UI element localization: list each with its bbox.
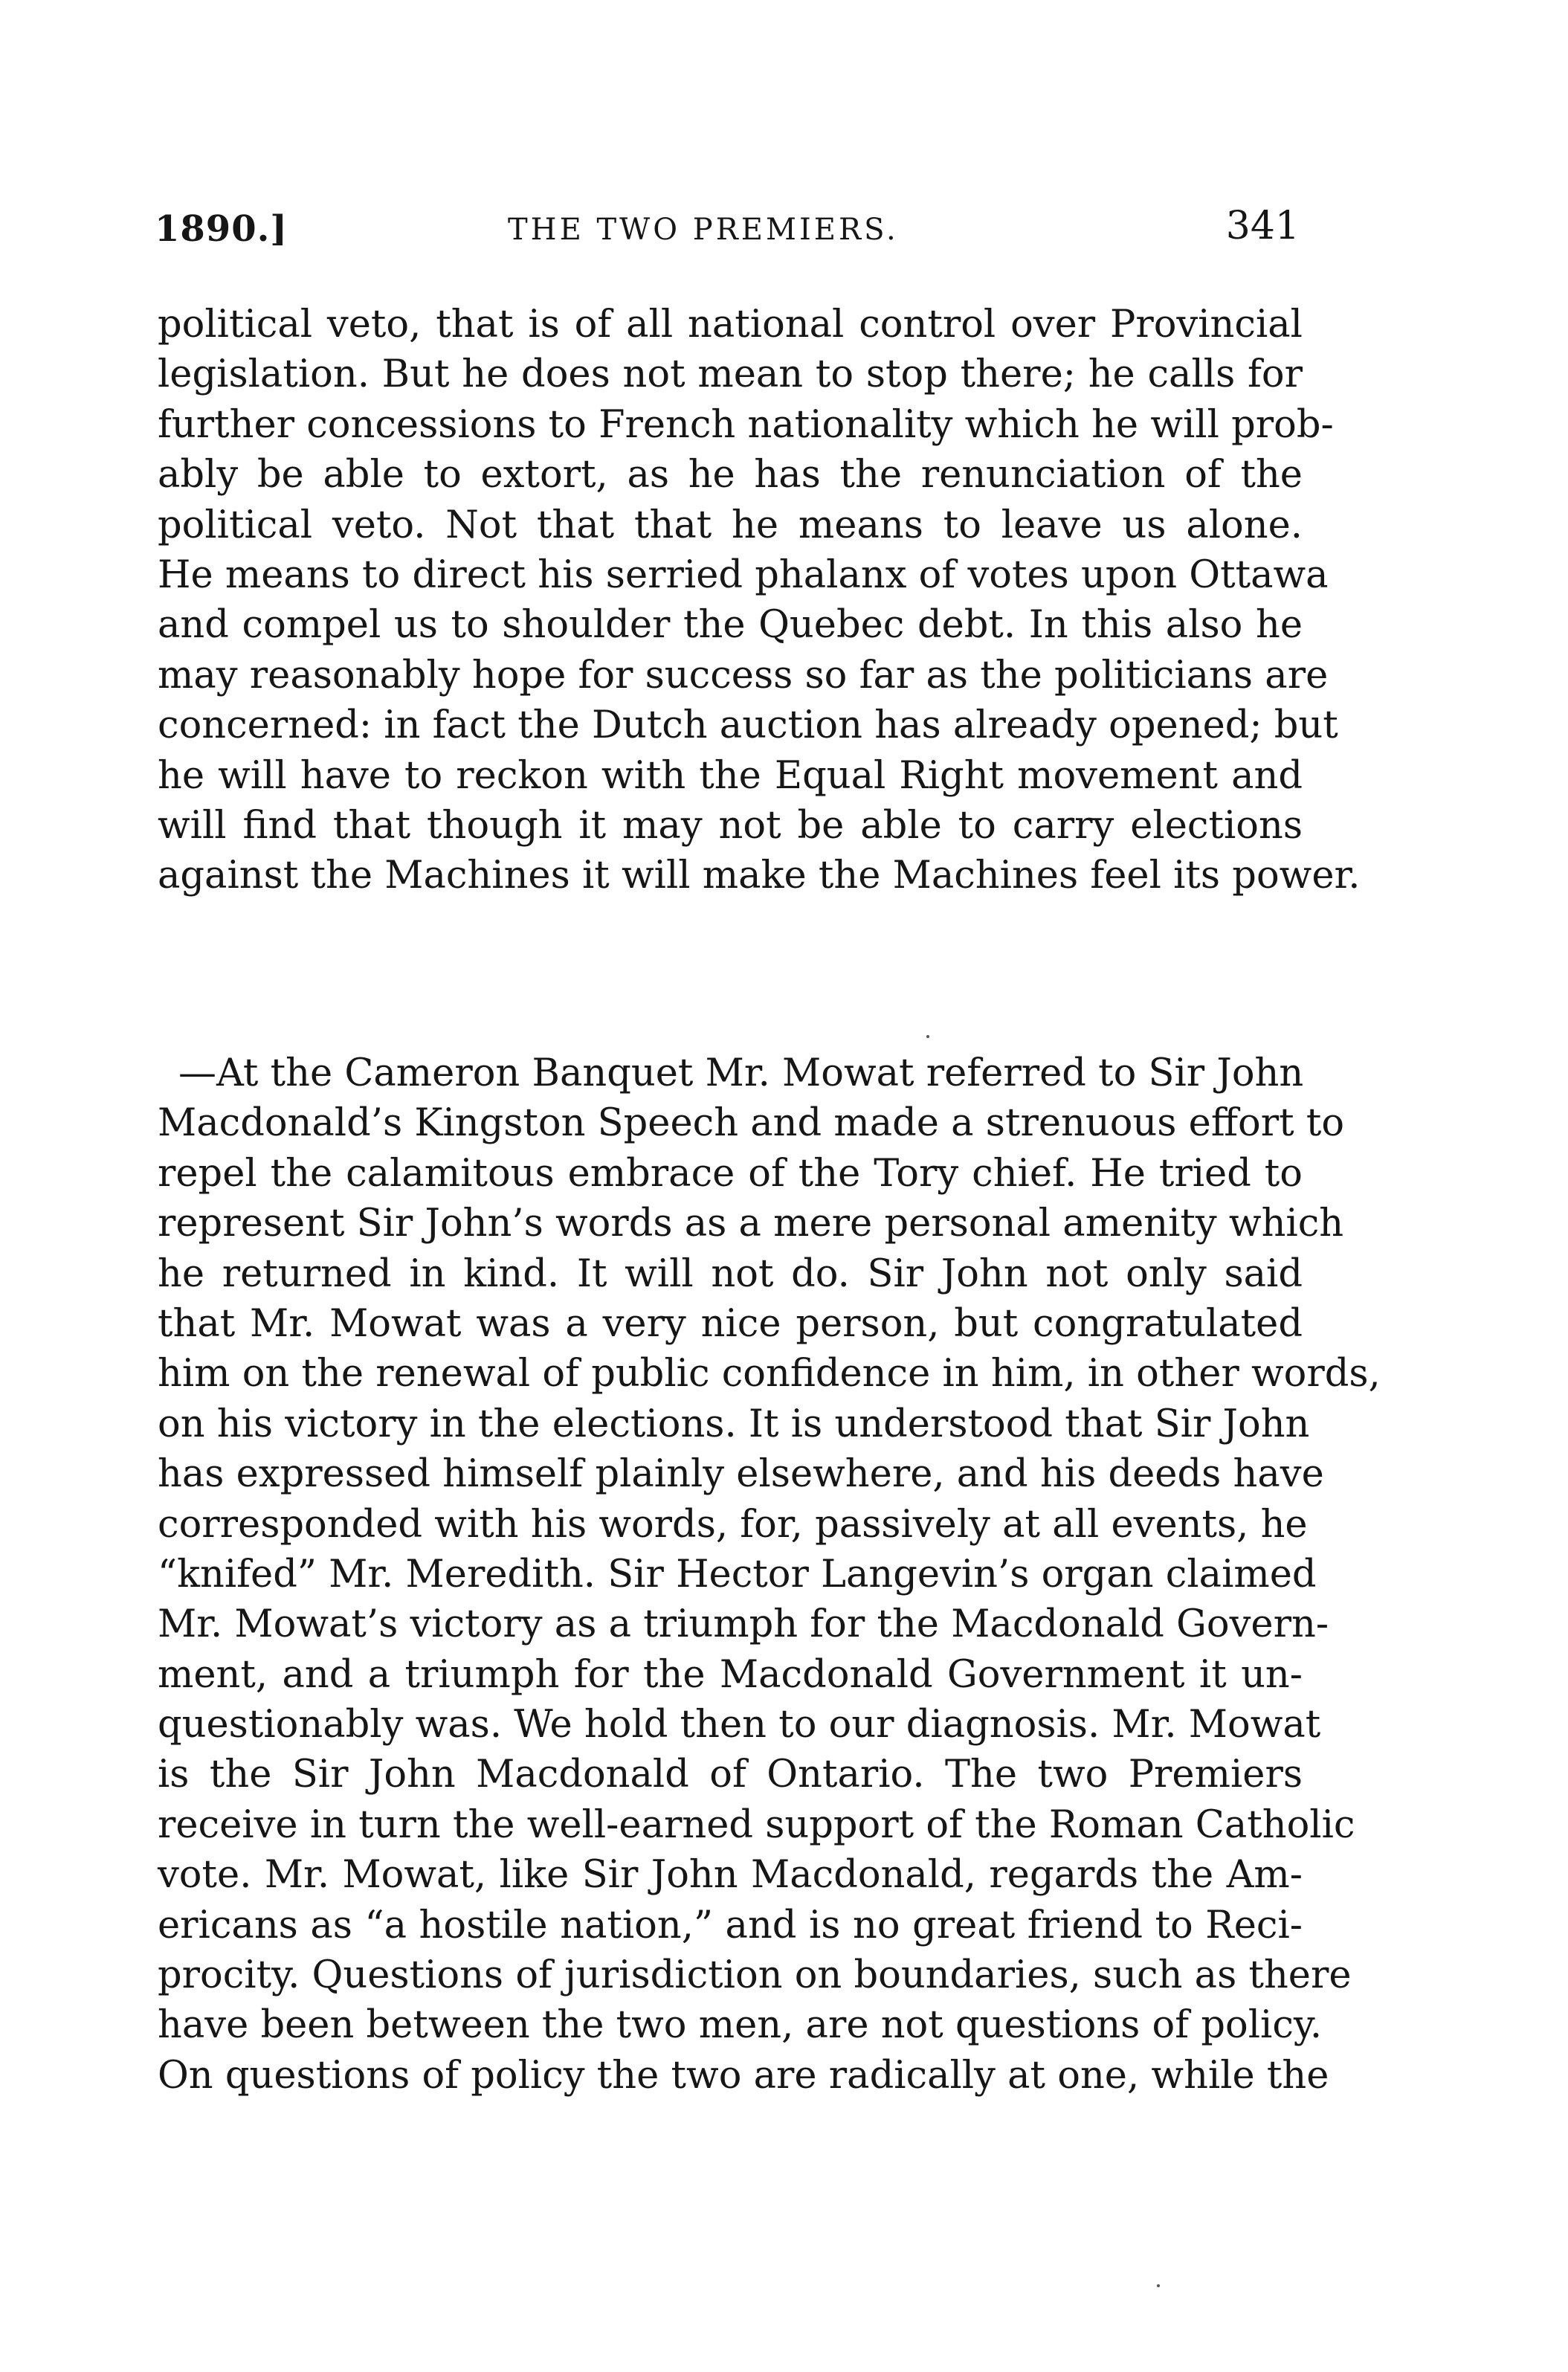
page-number: 341 bbox=[1225, 204, 1300, 248]
text-line: against the Machines it will make the Machines feel its power. bbox=[158, 854, 1361, 898]
text-line: that Mr. Mowat was a very nice person, but congratulated bbox=[158, 1301, 1303, 1346]
paragraph-cameron-banquet bbox=[158, 1048, 1381, 2101]
text-line: Macdonald’s Kingston Speech and made a strenuous effort to bbox=[158, 1101, 1345, 1146]
print-speck bbox=[926, 1035, 929, 1038]
text-line: he will have to reckon with the Equal Right movement and bbox=[158, 753, 1303, 798]
text-line: On questions of policy the two are radically at one, while the bbox=[158, 2053, 1329, 2098]
text-line: receive in turn the well-earned support of the Roman Catholic bbox=[158, 1802, 1355, 1847]
text-line: ably be able to extort, as he has the renunciation of the bbox=[158, 453, 1303, 497]
text-line: will find that though it may not be able to carry elections bbox=[158, 803, 1303, 848]
text-line: ericans as “a hostile nation,” and is no great friend to Reci- bbox=[158, 1903, 1303, 1947]
text-line: questionably was. We hold then to our diagnosis. Mr. Mowat bbox=[158, 1703, 1321, 1747]
text-line: “knifed” Mr. Meredith. Sir Hector Langevin’s organ claimed bbox=[158, 1552, 1317, 1596]
text-line: political veto, that is of all national control over Provincial bbox=[158, 303, 1303, 347]
text-line: him on the renewal of public confidence in him, in other words, bbox=[158, 1352, 1381, 1396]
text-line: ment, and a triumph for the Macdonald Government it un- bbox=[158, 1652, 1303, 1697]
text-line: has expressed himself plainly elsewhere, and his deeds have bbox=[158, 1452, 1324, 1497]
text-line: political veto. Not that that he means to leave us alone. bbox=[158, 503, 1303, 547]
text-line: he returned in kind. It will not do. Sir John not only said bbox=[158, 1251, 1303, 1296]
text-line: procity. Questions of jurisdiction on boundaries, such as there bbox=[158, 1953, 1352, 1998]
text-line: legislation. But he does not mean to stop there; he calls for bbox=[158, 352, 1303, 397]
text-line: repel the calamitous embrace of the Tory chief. He tried to bbox=[158, 1151, 1303, 1196]
running-head bbox=[155, 204, 1300, 275]
text-line: and compel us to shoulder the Quebec debt. In this also he bbox=[158, 603, 1303, 648]
text-line: further concessions to French nationality which he will prob- bbox=[158, 402, 1334, 447]
text-line: is the Sir John Macdonald of Ontario. The two Premiers bbox=[158, 1753, 1303, 1797]
text-line: corresponded with his words, for, passively at all events, he bbox=[158, 1502, 1308, 1547]
text-line: vote. Mr. Mowat, like Sir John Macdonald, regards the Am- bbox=[158, 1853, 1303, 1898]
text-line: He means to direct his serried phalanx of votes upon Ottawa bbox=[158, 552, 1329, 597]
header-title: THE TWO PREMIERS. bbox=[508, 213, 899, 247]
paragraph-continued bbox=[158, 300, 1361, 901]
print-speck bbox=[1157, 2284, 1160, 2287]
text-line: represent Sir John’s words as a mere personal amenity which bbox=[158, 1202, 1344, 1246]
text-line: may reasonably hope for success so far as the politicians are bbox=[158, 653, 1329, 697]
text-line: —At the Cameron Banquet Mr. Mowat referred to Sir John bbox=[178, 1051, 1304, 1095]
header-year: 1890.] bbox=[155, 208, 288, 250]
text-line: Mr. Mowat’s victory as a triumph for the Macdonald Govern- bbox=[158, 1602, 1329, 1647]
text-line: on his victory in the elections. It is understood that Sir John bbox=[158, 1402, 1310, 1446]
text-line: concerned: in fact the Dutch auction has already opened; but bbox=[158, 703, 1338, 748]
text-line: have been between the two men, are not questions of policy. bbox=[158, 2003, 1323, 2048]
